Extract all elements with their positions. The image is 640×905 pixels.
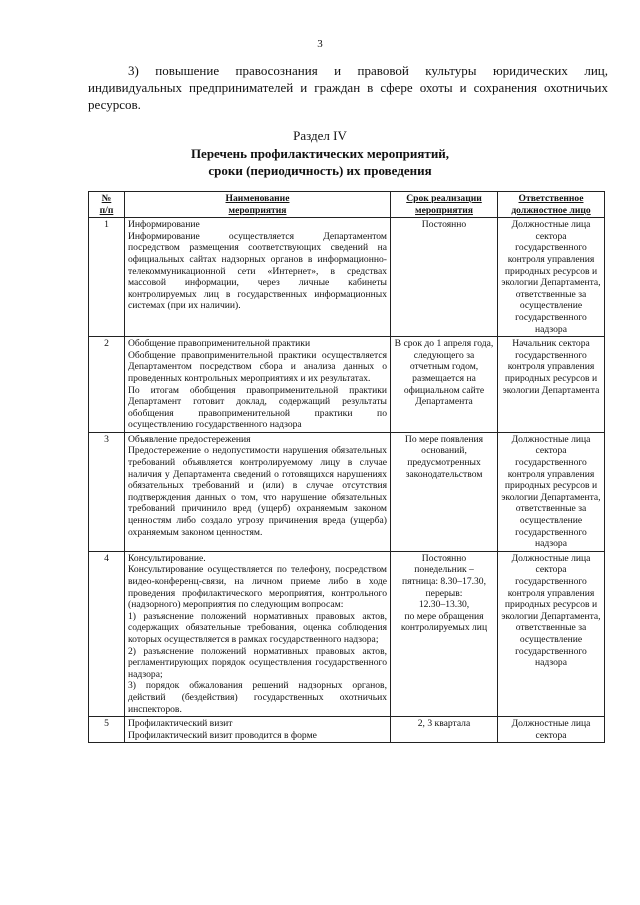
row-measure [125, 717, 391, 743]
row-number: 1 [89, 218, 125, 337]
intro-paragraph [88, 62, 608, 113]
row-term: В срок до 1 апреля года, следующего за отчетным годом, размещается на официальном сайте Департамента [391, 337, 498, 433]
section-label: Раздел IV [293, 128, 347, 143]
table-row [89, 218, 605, 337]
row-measure [125, 218, 391, 337]
section-title [0, 145, 640, 179]
row-number: 2 [89, 337, 125, 433]
measure-text-2: По итогам обобщения правоприменительной практики Департамент готовит доклад, содержащий результаты обобщения правоприменительной практики по осуществлению государственного надзора [128, 384, 387, 431]
row-term: 2, 3 квартала [391, 717, 498, 743]
header-responsible: Ответственное должностное лицо [498, 192, 605, 218]
row-number: 4 [89, 551, 125, 716]
row-measure [125, 432, 391, 551]
measure-title: Консультирование. [128, 552, 206, 564]
header-num: № п/п [89, 192, 125, 218]
table-row [89, 432, 605, 551]
row-term: По мере появления оснований, предусмотренных законодательством [391, 432, 498, 551]
table-row [89, 551, 605, 716]
row-measure [125, 337, 391, 433]
table-row [89, 337, 605, 433]
page-number: 3 [317, 38, 323, 50]
row-term: Постоянно понедельник – пятница: 8.30–17.30, перерыв: 12.30–13.30, по мере обращения контролируемых лиц [391, 551, 498, 716]
section-title-line2: сроки (периодичность) их проведения [208, 163, 432, 178]
row-term: Постоянно [391, 218, 498, 337]
table-row [89, 717, 605, 743]
row-number: 3 [89, 432, 125, 551]
row-responsible: Должностные лица сектора государственного контроля управления природных ресурсов и экологии Департамента, ответственные за осуществление государственного надзора [498, 218, 605, 337]
measure-title: Объявление предостережения [128, 433, 251, 445]
row-responsible: Начальник сектора государственного контроля управления природных ресурсов и экологии Департамента [498, 337, 605, 433]
row-number: 5 [89, 717, 125, 743]
row-responsible: Должностные лица сектора государственного контроля управления природных ресурсов и экологии Департамента, ответственные за осуществление государственного надзора [498, 432, 605, 551]
section-title-line1: Перечень профилактических мероприятий, [190, 146, 450, 161]
intro-text: 3) повышение правосознания и правовой культуры юридических лиц, индивидуальных предпринимателей и граждан в сфере охоты и сохранения охотничьих ресурсов. [88, 63, 608, 112]
measure-item-3: 3) порядок обжалования решений надзорных органов, действий (бездействия) государственных охотничьих инспекторов. [128, 680, 387, 715]
row-measure [125, 551, 391, 716]
header-term: Срок реализации мероприятия [391, 192, 498, 218]
measure-title: Обобщение правоприменительной практики [128, 338, 311, 350]
measure-text: Информирование осуществляется Департаментом посредством размещения соответствующих сведений на официальных сайтах надзорных органов в информационно-телекоммуникационной сети «Интернет», в средствах массовой информации, через личные кабинеты контролируемых лиц в государственных информационных системах (при их наличии). [128, 230, 387, 312]
table-header-row [89, 192, 605, 218]
measures-table [88, 191, 605, 743]
measure-text: Профилактический визит проводится в форме [128, 729, 317, 741]
measure-title: Информирование [128, 219, 200, 231]
measure-title: Профилактический визит [128, 718, 233, 730]
measure-text: Консультирование осуществляется по телефону, посредством видео-конференц-связи, на личном приеме либо в ходе проведения профилактического мероприятия, контрольного (надзорного) мероприятия по следующим вопросам: [128, 564, 387, 611]
header-name: Наименование мероприятия [125, 192, 391, 218]
measure-item-1: 1) разъяснение положений нормативных правовых актов, содержащих обязательные требования, оценка соблюдения которых осуществляется в рамках государственного надзора; [128, 610, 387, 645]
measure-item-2: 2) разъяснение положений нормативных правовых актов, регламентирующих порядок осуществления государственного надзора; [128, 645, 387, 680]
measure-text: Обобщение правоприменительной практики осуществляется Департаментом посредством сбора и анализа данных о проведенных контрольных мероприятиях и их результатах. [128, 349, 387, 384]
measure-text: Предостережение о недопустимости нарушения обязательных требований объявляется контролируемому лицу в случае наличия у Департамента сведений о готовящихся нарушениях обязательных требований и (или) в случае отсутствия подтверждения данных о том, что нарушение обязательных требований причинило вред (ущерб) охраняемым законом ценностям либо создало угрозу причинения вреда (ущерба) охраняемым законом ценностям. [128, 445, 387, 538]
row-responsible: Должностные лица сектора государственного контроля управления природных ресурсов и экологии Департамента, ответственные за осуществление государственного надзора [498, 551, 605, 716]
row-responsible: Должностные лица сектора [498, 717, 605, 743]
